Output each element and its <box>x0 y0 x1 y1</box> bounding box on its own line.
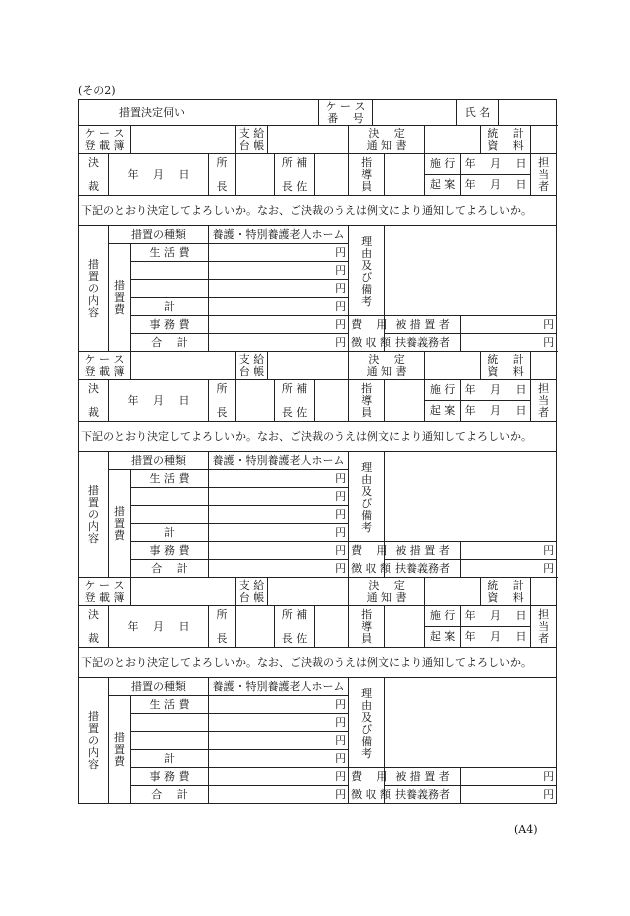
measure-content-label: 措 置 の 内 容 <box>79 678 109 804</box>
statistics-label: 統 計 資 料 <box>481 352 531 380</box>
enforcement-date[interactable]: 年 月 日 <box>461 606 531 627</box>
extra-item-amount[interactable]: 円 <box>209 714 349 732</box>
deputy-seal-field[interactable] <box>315 606 349 648</box>
director-label: 所 長 <box>209 154 236 196</box>
measure-type-label: 措置の種類 <box>109 226 209 244</box>
office-cost-label: 事 務 費 <box>131 316 209 334</box>
director-seal-field[interactable] <box>236 606 275 648</box>
enforcement-date[interactable]: 年 月 日 <box>461 154 531 175</box>
deputy-label: 所 補 長 佐 <box>275 154 315 196</box>
measure-type-label: 措置の種類 <box>109 678 209 696</box>
measure-block <box>78 125 557 352</box>
subtotal-label: 計 <box>131 750 209 768</box>
director-label: 所 長 <box>209 606 236 648</box>
extra-item-label[interactable] <box>131 506 209 524</box>
office-cost-label: 事 務 費 <box>131 768 209 786</box>
approval-date[interactable]: 年 月 日 <box>109 380 209 422</box>
extra-item-label[interactable] <box>131 488 209 506</box>
officer-label: 担 当 者 <box>531 606 557 648</box>
living-cost-label: 生 活 費 <box>131 470 209 488</box>
director-seal-field[interactable] <box>236 380 275 422</box>
extra-item-label[interactable] <box>131 732 209 750</box>
measure-block <box>78 351 557 578</box>
payment-ledger-label: 支 給 台 帳 <box>236 578 268 606</box>
decision-notice-label: 決 定 通 知 書 <box>349 126 425 154</box>
instructor-label: 指 導 員 <box>349 380 385 422</box>
person-measured-label: 被 措 置 者 <box>385 316 461 334</box>
subtotal-amount[interactable]: 円 <box>209 524 349 542</box>
decision-notice-field[interactable] <box>425 578 481 606</box>
office-cost-amount[interactable]: 円 <box>209 316 349 334</box>
living-cost-amount[interactable]: 円 <box>209 244 349 262</box>
approval-label: 決 裁 <box>79 380 109 422</box>
decision-notice-label: 決 定 通 知 書 <box>349 578 425 606</box>
extra-item-label[interactable] <box>131 280 209 298</box>
supporter-amount[interactable]: 円 <box>461 786 557 804</box>
approval-label: 決 裁 <box>79 606 109 648</box>
measure-fee-label: 措 置 費 <box>109 470 131 578</box>
payment-ledger-label: 支 給 台 帳 <box>236 126 268 154</box>
cost-collection-label: 費 用 徴 収 額 <box>349 316 385 352</box>
measure-content-label: 措 置 の 内 容 <box>79 226 109 352</box>
reason-field[interactable] <box>385 678 557 768</box>
office-cost-amount[interactable]: 円 <box>209 542 349 560</box>
instructor-label: 指 導 員 <box>349 154 385 196</box>
total-amount[interactable]: 円 <box>209 786 349 804</box>
supporter-label: 扶養義務者 <box>385 786 461 804</box>
director-seal-field[interactable] <box>236 154 275 196</box>
person-measured-label: 被 措 置 者 <box>385 768 461 786</box>
measure-fee-label: 措 置 費 <box>109 696 131 804</box>
statistics-label: 統 計 資 料 <box>481 578 531 606</box>
payment-ledger-field[interactable] <box>268 578 349 606</box>
total-label: 合 計 <box>131 334 209 352</box>
statistics-label: 統 計 資 料 <box>481 126 531 154</box>
living-cost-label: 生 活 費 <box>131 696 209 714</box>
total-amount[interactable]: 円 <box>209 334 349 352</box>
measure-block <box>78 577 557 804</box>
approval-date[interactable]: 年 月 日 <box>109 154 209 196</box>
total-amount[interactable]: 円 <box>209 560 349 578</box>
case-register-label: ケ ー ス 登 載 簿 <box>79 352 131 380</box>
office-cost-label: 事 務 費 <box>131 542 209 560</box>
officer-label: 担 当 者 <box>531 154 557 196</box>
deputy-seal-field[interactable] <box>315 380 349 422</box>
reason-field[interactable] <box>385 226 557 316</box>
drafting-label: 起 案 <box>425 627 461 648</box>
measure-content-label: 措 置 の 内 容 <box>79 452 109 578</box>
payment-ledger-field[interactable] <box>268 352 349 380</box>
name-field[interactable] <box>499 100 557 126</box>
name-label: 氏 名 <box>457 100 499 126</box>
supporter-label: 扶養義務者 <box>385 334 461 352</box>
enforcement-date[interactable]: 年 月 日 <box>461 380 531 401</box>
statistics-field[interactable] <box>531 578 557 606</box>
instructor-seal-field[interactable] <box>385 154 425 196</box>
enforcement-label: 施 行 <box>425 154 461 175</box>
subtotal-amount[interactable]: 円 <box>209 750 349 768</box>
person-measured-amount[interactable]: 円 <box>461 316 557 334</box>
extra-item-amount[interactable]: 円 <box>209 506 349 524</box>
living-cost-label: 生 活 費 <box>131 244 209 262</box>
cost-collection-label: 費 用 徴 収 額 <box>349 542 385 578</box>
office-cost-amount[interactable]: 円 <box>209 768 349 786</box>
supporter-amount[interactable]: 円 <box>461 560 557 578</box>
extra-item-amount[interactable]: 円 <box>209 262 349 280</box>
case-register-field[interactable] <box>131 352 236 380</box>
drafting-date[interactable]: 年 月 日 <box>461 627 531 648</box>
decision-notice-label: 決 定 通 知 書 <box>349 352 425 380</box>
cost-collection-label: 費 用 徴 収 額 <box>349 768 385 804</box>
decision-notice-field[interactable] <box>425 126 481 154</box>
instructor-seal-field[interactable] <box>385 380 425 422</box>
approval-label: 決 裁 <box>79 154 109 196</box>
page-label: (その2) <box>78 84 116 97</box>
extra-item-amount[interactable]: 円 <box>209 280 349 298</box>
form-title: 措置決定伺い <box>79 100 319 126</box>
deputy-seal-field[interactable] <box>315 154 349 196</box>
living-cost-amount[interactable]: 円 <box>209 470 349 488</box>
facility-type: 養護・特別養護老人ホーム <box>209 226 349 244</box>
drafting-label: 起 案 <box>425 175 461 196</box>
request-text: 下記のとおり決定してよろしいか。なお、ご決裁のうえは例文により通知してよろしいか。 <box>79 648 557 678</box>
case-register-field[interactable] <box>131 126 236 154</box>
facility-type: 養護・特別養護老人ホーム <box>209 452 349 470</box>
reason-label: 理 由 及 び 備 考 <box>349 678 385 768</box>
director-label: 所 長 <box>209 380 236 422</box>
payment-ledger-label: 支 給 台 帳 <box>236 352 268 380</box>
supporter-label: 扶養義務者 <box>385 560 461 578</box>
officer-label: 担 当 者 <box>531 380 557 422</box>
statistics-field[interactable] <box>531 352 557 380</box>
extra-item-label[interactable] <box>131 262 209 280</box>
request-text: 下記のとおり決定してよろしいか。なお、ご決裁のうえは例文により通知してよろしいか。 <box>79 196 557 226</box>
subtotal-amount[interactable]: 円 <box>209 298 349 316</box>
subtotal-label: 計 <box>131 298 209 316</box>
subtotal-label: 計 <box>131 524 209 542</box>
case-register-field[interactable] <box>131 578 236 606</box>
instructor-seal-field[interactable] <box>385 606 425 648</box>
total-label: 合 計 <box>131 560 209 578</box>
drafting-date[interactable]: 年 月 日 <box>461 175 531 196</box>
decision-form <box>78 99 556 804</box>
form-header <box>78 99 557 126</box>
enforcement-label: 施 行 <box>425 380 461 401</box>
person-measured-amount[interactable]: 円 <box>461 542 557 560</box>
request-text: 下記のとおり決定してよろしいか。なお、ご決裁のうえは例文により通知してよろしいか。 <box>79 422 557 452</box>
reason-label: 理 由 及 び 備 考 <box>349 452 385 542</box>
extra-item-amount[interactable]: 円 <box>209 732 349 750</box>
living-cost-amount[interactable]: 円 <box>209 696 349 714</box>
reason-label: 理 由 及 び 備 考 <box>349 226 385 316</box>
case-register-label: ケ ー ス 登 載 簿 <box>79 578 131 606</box>
person-measured-amount[interactable]: 円 <box>461 768 557 786</box>
extra-item-label[interactable] <box>131 714 209 732</box>
enforcement-label: 施 行 <box>425 606 461 627</box>
drafting-label: 起 案 <box>425 401 461 422</box>
extra-item-amount[interactable]: 円 <box>209 488 349 506</box>
case-number-label: ケ ー ス 番 号 <box>319 100 373 126</box>
statistics-field[interactable] <box>531 126 557 154</box>
case-register-label: ケ ー ス 登 載 簿 <box>79 126 131 154</box>
decision-notice-field[interactable] <box>425 352 481 380</box>
measure-type-label: 措置の種類 <box>109 452 209 470</box>
payment-ledger-field[interactable] <box>268 126 349 154</box>
person-measured-label: 被 措 置 者 <box>385 542 461 560</box>
reason-field[interactable] <box>385 452 557 542</box>
total-label: 合 計 <box>131 786 209 804</box>
instructor-label: 指 導 員 <box>349 606 385 648</box>
measure-fee-label: 措 置 費 <box>109 244 131 352</box>
drafting-date[interactable]: 年 月 日 <box>461 401 531 422</box>
paper-size-label: (A4) <box>514 823 538 836</box>
facility-type: 養護・特別養護老人ホーム <box>209 678 349 696</box>
deputy-label: 所 補 長 佐 <box>275 606 315 648</box>
deputy-label: 所 補 長 佐 <box>275 380 315 422</box>
case-number-field[interactable] <box>373 100 457 126</box>
supporter-amount[interactable]: 円 <box>461 334 557 352</box>
approval-date[interactable]: 年 月 日 <box>109 606 209 648</box>
